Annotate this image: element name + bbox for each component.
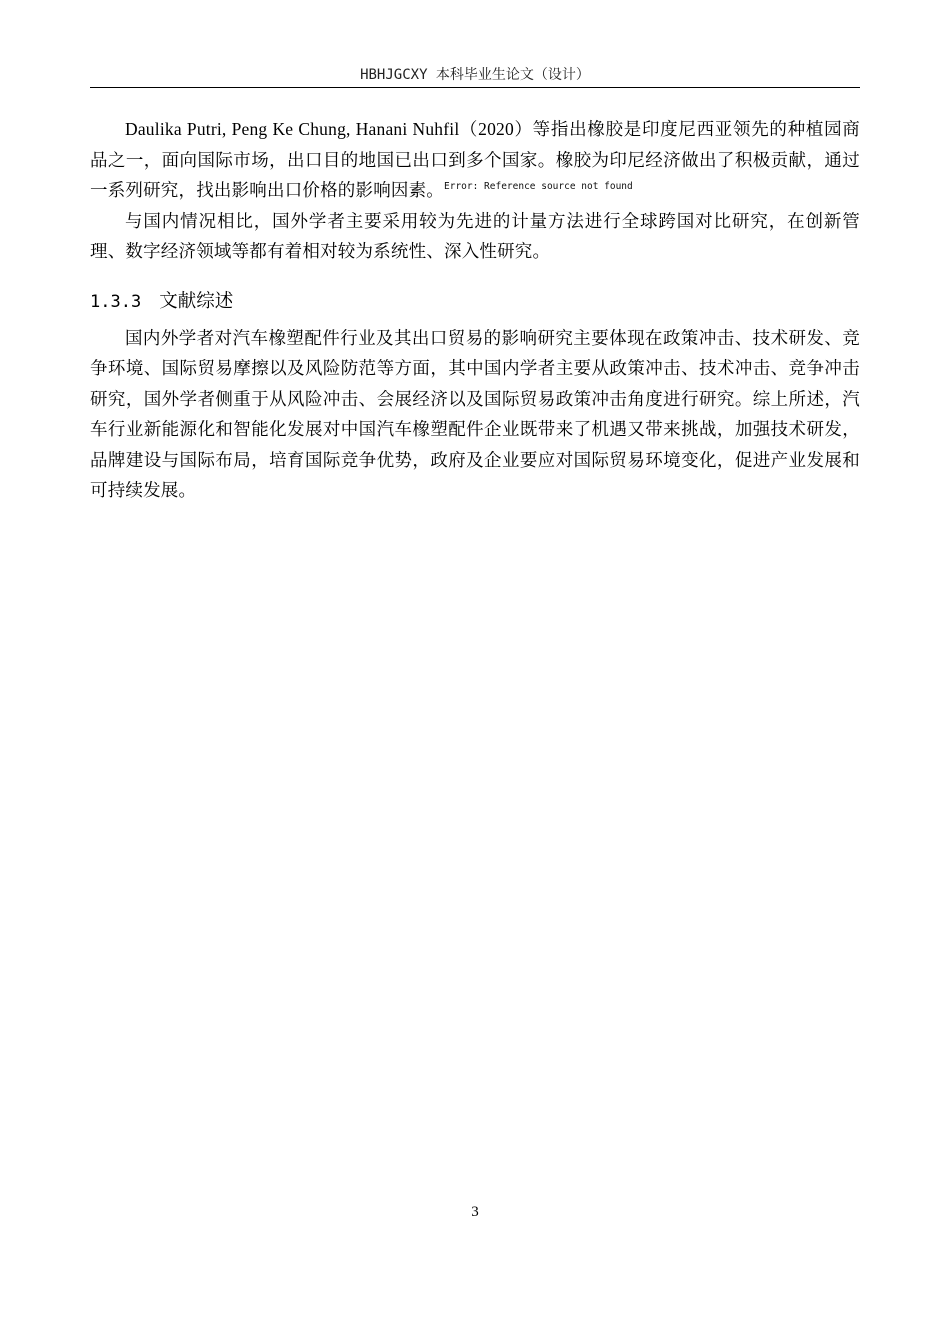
page-number: 3 — [471, 1204, 479, 1220]
section-number: 1.3.3 — [90, 291, 142, 312]
section-heading — [90, 288, 860, 316]
paragraph-putri-text: 等指出橡胶是印度尼西亚领先的种植园商品之一，面向国际市场，出口目的地国已出口到多个国家。橡胶为印尼经济做出了积极贡献，通过一系列研究，找出影响出口价格的影响因素。 — [90, 120, 860, 201]
paragraph-literature-review: 国内外学者对汽车橡塑配件行业及其出口贸易的影响研究主要体现在政策冲击、技术研发、竞争环境、国际贸易摩擦以及风险防范等方面，其中国内学者主要从政策冲击、技术冲击、竞争冲击研究，国外学者侧重于从风险冲击、会展经济以及国际贸易政策冲击角度进行研究。综上所述，汽车行业新能源化和智能化发展对中国汽车橡塑配件企业既带来了机遇又带来挑战，加强技术研发，品牌建设与国际布局，培育国际竞争优势，政府及企业要应对国际贸易环境变化，促进产业发展和可持续发展。 — [90, 328, 860, 501]
citation-authors: Daulika Putri, Peng Ke Chung, Hanani Nuhfil（2020） — [125, 119, 533, 139]
paragraph-putri — [90, 114, 860, 207]
reference-error-note: Error: Reference source not found — [444, 181, 633, 193]
page-header: HBHJGCXY 本科毕业生论文（设计） — [360, 67, 590, 83]
page-body — [90, 114, 860, 507]
paragraph-comparison: 与国内情况相比，国外学者主要采用较为先进的计量方法进行全球跨国对比研究，在创新管理、数字经济领域等都有着相对较为系统性、深入性研究。 — [90, 211, 860, 262]
section-title: 文献综述 — [159, 290, 234, 312]
header-rule — [90, 87, 860, 88]
